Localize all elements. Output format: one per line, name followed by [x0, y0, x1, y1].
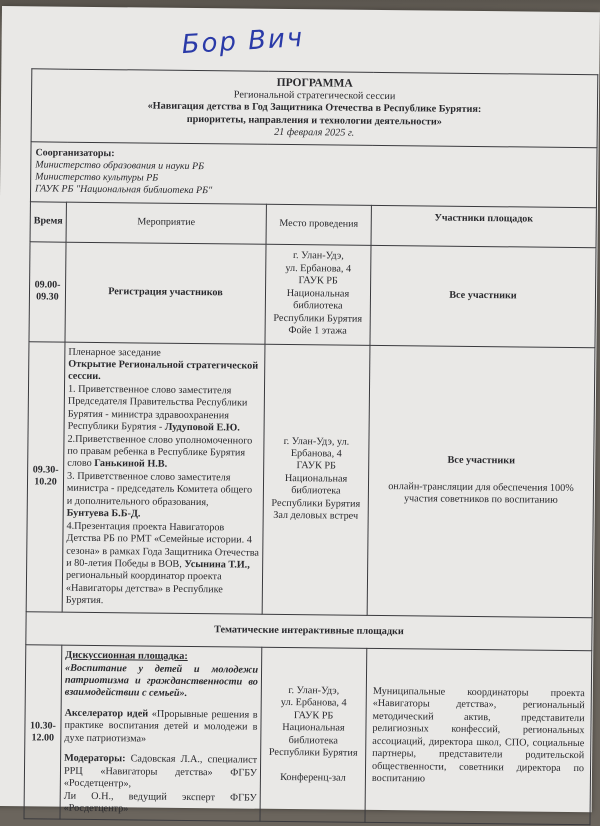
participants-note: онлайн-трансляции для обеспечения 100% участия советников по воспитанию: [388, 480, 574, 507]
event-speaker: Бунтуева Б.Б-Д.: [66, 507, 141, 520]
event-line: 3. Приветственное слово заместителя министра - председатель Комитета общего и дополнительного образования,: [66, 470, 253, 508]
program-date: 21 февраля 2025 г.: [274, 127, 355, 140]
row-place: г. Улан-Удэ, ул. Ербанова, 4 ГАУК РБ Национальная библиотека Республики Бурятия Конференц-зал: [260, 647, 367, 822]
row-event: [62, 342, 265, 614]
row-time: 09.30- 10.20: [26, 341, 65, 612]
organizer-item: Министерство образования и науки РБ: [35, 159, 205, 173]
event-line: Открытие Региональной стратегической сессии.: [68, 358, 259, 383]
event-line: [68, 384, 262, 436]
row-event: Регистрация участников: [65, 242, 266, 344]
row-event: [60, 645, 262, 821]
program-theme-line2: приоритеты, направления и технологии деятельности»: [186, 113, 442, 128]
event-text: Акселератор идей: [64, 707, 152, 720]
table-row: [29, 241, 596, 347]
col-header-time: Время: [30, 201, 66, 241]
section-title: Тематические интерактивные площадки: [26, 611, 592, 650]
document-sheet: [0, 6, 600, 815]
row-place: г. Улан-Удэ, ул. Ербанова, 4 ГАУК РБ Национальная библиотека Республики Бурятия Фойе 1 этажа: [265, 244, 371, 345]
col-header-place: Место проведения: [266, 204, 371, 245]
event-line: Пленарное заседание: [68, 346, 161, 359]
row-participants: [367, 345, 595, 618]
organizer-item: ГАУК РБ "Национальная библиотека РБ": [35, 183, 213, 197]
participants-main: Все участники: [447, 455, 516, 467]
event-line: «Воспитание у детей и молодежи патриотизма и гражданственности во взаимодействии с семьей».: [64, 662, 259, 700]
event-text: «Прорывные решения в практике воспитания детей и молодежи в духе патриотизма»: [64, 708, 258, 745]
event-line: [66, 520, 260, 609]
program-subtitle: Региональной стратегической сессии: [233, 89, 396, 103]
event-line: [67, 433, 260, 472]
table-row: [24, 645, 592, 825]
program-theme-line1: «Навигация детства в Год Защитника Отечества в Республике Бурятия:: [147, 100, 482, 116]
program-title: ПРОГРАММА: [276, 76, 353, 90]
event-line: [64, 753, 257, 792]
event-text: Садовская Л.А., специалист РРЦ «Навигаторы детства» ФГБУ «Росдетцентр»,: [63, 753, 258, 790]
event-text: 1. Приветственное слово заместителя Председателя Правительства Республики Бурятия - министра здравоохранения Республики Бурятия -: [67, 383, 248, 433]
event-line: Дискуссионная площадка:: [65, 649, 188, 663]
program-table-wrapper: [23, 68, 597, 825]
table-row: [26, 341, 595, 617]
title-row: [31, 69, 598, 148]
row-participants: Муниципальные координаторы проекта «Навигаторы детства», региональный методический актив, представители религиозных конфессий, региональных ассоциаций, директора школ, СПО, социальные партнеры, представители родительской общественности, советники директора по воспитанию: [365, 648, 592, 825]
event-speaker: Лудуповой Е.Ю.: [164, 421, 240, 434]
event-text: Модераторы:: [64, 752, 126, 765]
event-text: региональный координатор проекта «Навигаторы детства» в Республике Бурятия.: [65, 570, 223, 607]
col-header-participants: Участники площадок: [371, 205, 596, 247]
event-speaker: Усынина Т.И.,: [184, 558, 250, 571]
row-participants: Все участники: [370, 245, 596, 347]
event-text: 2.Приветственное слово уполномоченного по правам ребенка в Республике Бурятия слово: [67, 433, 253, 470]
program-table: [23, 68, 598, 825]
organizers-row: [30, 142, 597, 208]
table-header-row: [30, 201, 596, 247]
handwritten-signature: Бор Вич: [180, 22, 306, 61]
event-text: 4.Презентация проекта Навигаторов Детства РБ по РМТ «Семейные истории. 4 сезона» в рамках Года Защитника Отечества и 80-летия Победы в ВОВ,: [66, 520, 260, 570]
row-time: 09.00- 09.30: [29, 241, 66, 341]
row-time: 10.30- 12.00: [24, 645, 62, 820]
event-line: [64, 708, 257, 747]
organizer-item: Министерство культуры РБ: [35, 171, 159, 184]
event-speaker: Ганькиной Н.В.: [94, 458, 168, 471]
event-line: Ли О.Н., ведущий эксперт ФГБУ «Росдетцентр»: [63, 790, 257, 815]
organizers-label: Соорганизаторы:: [35, 147, 115, 159]
col-header-event: Мероприятие: [66, 202, 266, 244]
row-place: г. Улан-Удэ, ул. Ербанова, 4 ГАУК РБ Национальная библиотека Республики Бурятия Зал деловых встреч: [262, 344, 370, 615]
